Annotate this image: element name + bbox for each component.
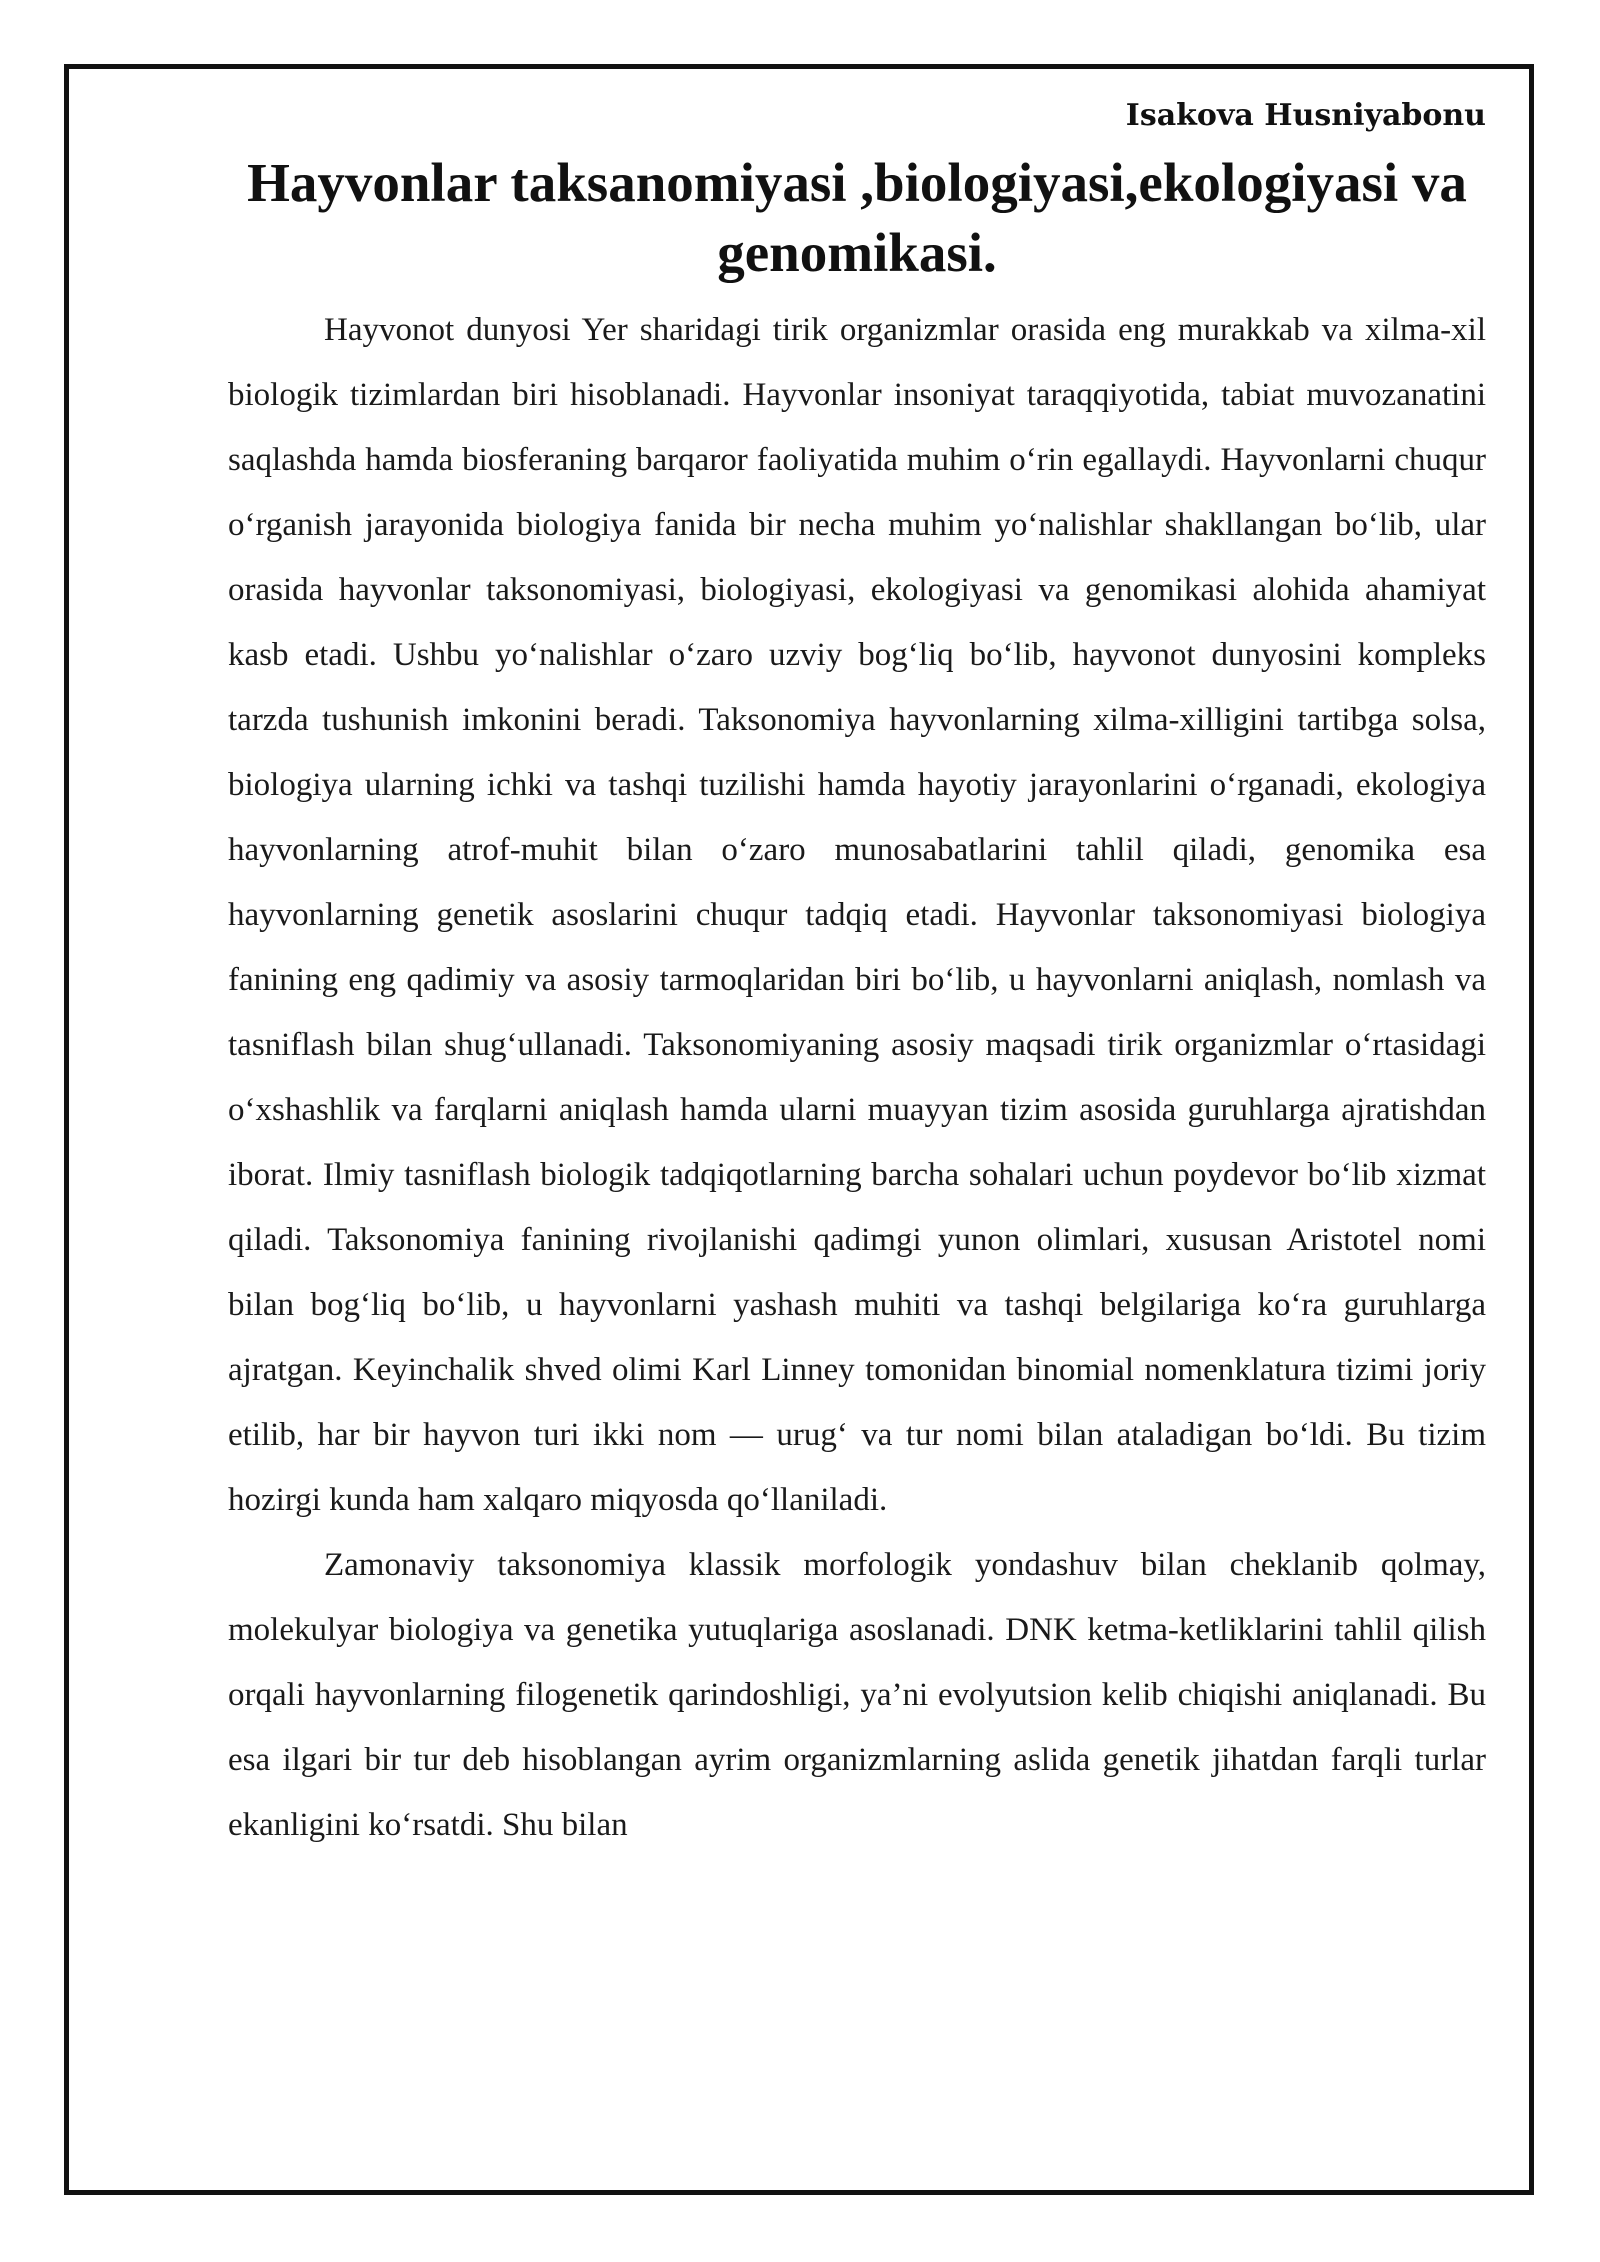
document-body	[228, 94, 1486, 1858]
author-name: Isakova Husniyabonu	[1125, 98, 1486, 133]
paragraph-2: Zamonaviy taksonomiya klassik morfologik yondashuv bilan cheklanib qolmay, molekulyar biologiya va genetika yutuqlariga asoslanadi. DNK ketma-ketliklarini tahlil qilish orqali hayvonlarning filogenetik qarindoshligi, ya’ni evolyutsion kelib chiqishi aniqlanadi. Bu esa ilgari bir tur deb hisoblangan ayrim organizmlarning aslida genetik jihatdan farqli turlar ekanligini ko‘rsatdi. Shu bilan	[228, 1547, 1486, 1843]
paragraph-1: Hayvonot dunyosi Yer sharidagi tirik organizmlar orasida eng murakkab va xilma-xil biologik tizimlardan biri hisoblanadi. Hayvonlar insoniyat taraqqiyotida, tabiat muvozanatini saqlashda hamda biosferaning barqaror faoliyatida muhim o‘rin egallaydi. Hayvonlarni chuqur o‘rganish jarayonida biologiya fanida bir necha muhim yo‘nalishlar shakllangan bo‘lib, ular orasida hayvonlar taksonomiyasi, biologiyasi, ekologiyasi va genomikasi alohida ahamiyat kasb etadi. Ushbu yo‘nalishlar o‘zaro uzviy bog‘liq bo‘lib, hayvonot dunyosini kompleks tarzda tushunish imkonini beradi. Taksonomiya hayvonlarning xilma-xilligini tartibga solsa, biologiya ularning ichki va tashqi tuzilishi hamda hayotiy jarayonlarini o‘rganadi, ekologiya hayvonlarning atrof-muhit bilan o‘zaro munosabatlarini tahlil qiladi, genomika esa hayvonlarning genetik asoslarini chuqur tadqiq etadi. Hayvonlar taksonomiyasi biologiya fanining eng qadimiy va asosiy tarmoqlaridan biri bo‘lib, u hayvonlarni aniqlash, nomlash va tasniflash bilan shug‘ullanadi. Taksonomiyaning asosiy maqsadi tirik organizmlar o‘rtasidagi o‘xshashlik va farqlarni aniqlash hamda ularni muayyan tizim asosida guruhlarga ajratishdan iborat. Ilmiy tasniflash biologik tadqiqotlarning barcha sohalari uchun poydevor bo‘lib xizmat qiladi. Taksonomiya fanining rivojlanishi qadimgi yunon olimlari, xususan Aristotel nomi bilan bog‘liq bo‘lib, u hayvonlarni yashash muhiti va tashqi belgilariga ko‘ra guruhlarga ajratgan. Keyinchalik shved olimi Karl Linney tomonidan binomial nomenklatura tizimi joriy etilib, har bir hayvon turi ikki nom — urug‘ va tur nomi bilan ataladigan bo‘ldi. Bu tizim hozirgi kunda ham xalqaro miqyosda qo‘llaniladi.	[228, 312, 1486, 1518]
document-title: Hayvonlar taksanomiyasi ,biologiyasi,ekologiyasi va genomikasi.	[247, 152, 1467, 283]
